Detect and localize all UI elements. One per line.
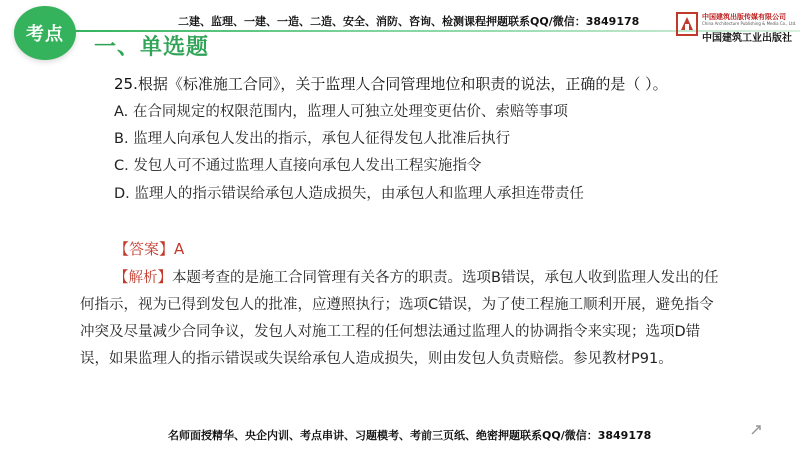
publisher-logo [676, 8, 798, 42]
analysis-paragraph [80, 265, 720, 373]
answer-line: 【答案】A [114, 240, 185, 258]
analysis-label: 【解析】 [114, 270, 172, 286]
question-text: 25.根据《标准施工合同》，关于监理人合同管理地位和职责的说法，正确的是（ ）。 [114, 75, 668, 93]
footer-banner: 名师面授精华、央企内训、考点串讲、习题模考、考前三页纸、绝密押题联系QQ/微信：3849178 [168, 429, 652, 442]
topic-badge [14, 6, 76, 60]
publisher-name-calligraphy: 中国建筑工业出版社 [702, 33, 792, 44]
option-c: C. 发包人可不通过监理人直接向承包人发出工程实施指令 [114, 158, 482, 174]
option-b: B. 监理人向承包人发出的指示，承包人征得发包人批准后执行 [114, 131, 511, 147]
analysis-text: 本题考查的是施工合同管理有关各方的职责。选项B错误，承包人收到监理人发出的任何指示，视为已得到发包人的批准，应遵照执行；选项C错误，为了使工程施工顺利开展，避免指令冲突及尽量减少合同争议，发包人对施工工程的任何想法通过监理人的协调指令来实现；选项D错误，如果监理人的指示错误或失误给承包人造成损失，则由发包人负责赔偿。参见教材P91。 [80, 270, 719, 367]
topic-badge-label: 考点 [26, 24, 64, 45]
option-a: A. 在合同规定的权限范围内，监理人可独立处理变更估价、索赔等事项 [114, 104, 568, 120]
option-d: D. 监理人的指示错误给承包人造成损失，由承包人和监理人承担连带责任 [114, 186, 584, 202]
publisher-name-cn: 中国建筑出版传媒有限公司 [702, 13, 786, 21]
top-banner: 二建、监理、一建、一造、二造、安全、消防、咨询、检测课程押题联系QQ/微信：3849178 [178, 15, 640, 28]
publisher-name-en: China Architecture Publishing & Media Co., Ltd. [702, 21, 797, 26]
section-title: 一、单选题 [94, 35, 210, 60]
publisher-emblem-icon [676, 12, 698, 36]
corner-mark-icon [750, 424, 762, 436]
